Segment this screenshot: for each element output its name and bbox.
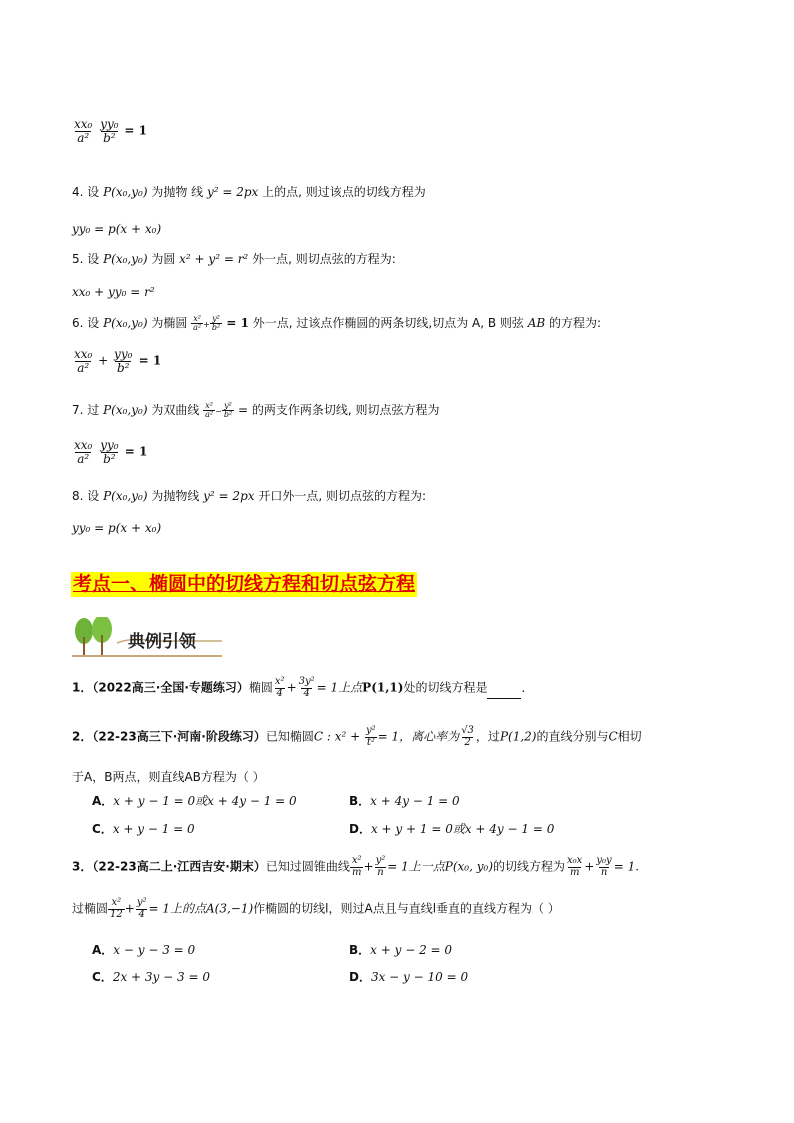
question-2-line-2: 于A，B两点，则直线AB方程为（ ）: [72, 770, 265, 784]
question-1: 1．（2022高三·全国·专题练习）椭圆 $\frac{\text{x²}}{4}$ + $\frac{\text{3y²}}{4}$ = 1上点P(1,1)处的切线方程是 ．: [72, 676, 534, 699]
item-8: 8. 设 P(x₀,y₀) 为抛物线 y² = 2px 开口外一点, 则切点弦的方程为:: [72, 489, 427, 503]
question-3-line-2: 过椭圆 $\frac{\text{x²}}{12}$ + $\frac{\text{y²}}{4}$ = 1上的点A(3,−1)作椭圆的切线l，则过A点且与直线l垂直的直线方程为（ ）: [72, 897, 560, 920]
item-7-answer: $\frac{\text{xx₀}}{\text{a²}}$ $\frac{\text{yy₀}}{\text{b²}}$ = 1: [74, 438, 148, 466]
ellipse-y-term: $\frac{\text{y²}}{\text{b²}}$: [211, 313, 221, 332]
q3-option-b[interactable]: B．x + y − 2 = 0: [349, 943, 453, 957]
q2-option-d[interactable]: D．x + y + 1 = 0或x + 4y − 1 = 0: [349, 822, 555, 836]
question-2: 2．（22-23高三下·河南·阶段练习）已知椭圆C : x² + $\frac{\text{y²}}{\text{t²}}$ = 1，离心率为 $\frac{√3}{2}$ ，过P(1,2)的直线分别与C相切: [72, 725, 642, 748]
item-5-answer: xx₀ + yy₀ = r²: [72, 285, 155, 299]
section-heading: 考点一、椭圆中的切线方程和切点弦方程: [73, 573, 416, 595]
q2-option-c[interactable]: C．x + y − 1 = 0: [92, 822, 195, 836]
item-6-answer: $\frac{\text{xx₀}}{\text{a²}}$ + $\frac{\text{yy₀}}{\text{b²}}$ = 1: [74, 347, 162, 375]
item-4-answer: yy₀ = p(x + x₀): [72, 222, 162, 236]
item-7: 7. 过 P(x₀,y₀) 为双曲线 $\frac{\text{x²}}{\text{a²}}$ − $\frac{\text{y²}}{\text{b²}}$ = 的两支作两条切线, 则切点弦方程为: [72, 400, 440, 419]
q3-option-d[interactable]: D．3x − y − 10 = 0: [349, 970, 469, 984]
item-8-answer: yy₀ = p(x + x₀): [72, 521, 162, 535]
item-6: 6. 设 P(x₀,y₀) 为椭圆 $\frac{\text{x²}}{\text{a²}}$ + $\frac{\text{y²}}{\text{b²}}$ = 1 外一点, 过该点作椭圆的两条切线,切点为 A, B 则弦 AB 的方程为:: [72, 313, 602, 332]
answer-blank[interactable]: [487, 686, 521, 699]
q2-option-b[interactable]: B．x + 4y − 1 = 0: [349, 794, 460, 808]
formula-hyperbola-tangent: $\frac{\text{xx₀}}{\text{a²}}$ $\frac{\text{yy₀}}{\text{b²}}$ = 1: [74, 117, 147, 145]
badge-label: 典例引领: [128, 632, 196, 652]
example-badge: [72, 617, 227, 659]
ellipse-x-term: $\frac{\text{x²}}{\text{a²}}$: [193, 313, 202, 332]
formula-rhs: = 1: [124, 123, 147, 138]
q3-option-a[interactable]: A．x − y − 3 = 0: [92, 943, 196, 957]
item-5: 5. 设 P(x₀,y₀) 为圆 x² + y² = r² 外一点, 则切点弦的方程为:: [72, 252, 396, 266]
item-4: 4. 设 P(x₀,y₀) 为抛物 线 y² = 2px 上的点, 则过该点的切线方程为: [72, 185, 426, 199]
q3-option-c[interactable]: C．2x + 3y − 3 = 0: [92, 970, 210, 984]
q2-option-a[interactable]: A．x + y − 1 = 0或x + 4y − 1 = 0: [92, 794, 297, 808]
question-3: 3．（22-23高二上·江西吉安·期末）已知过圆锥曲线 $\frac{\text{x²}}{m}$ + $\frac{\text{y²}}{n}$ = 1上一点P(x₀, y₀)的切线方程为 $\frac{\text{x₀x}}{m}$ + $\frac{\text{y₀y}}{n}$ = 1.: [72, 855, 640, 878]
